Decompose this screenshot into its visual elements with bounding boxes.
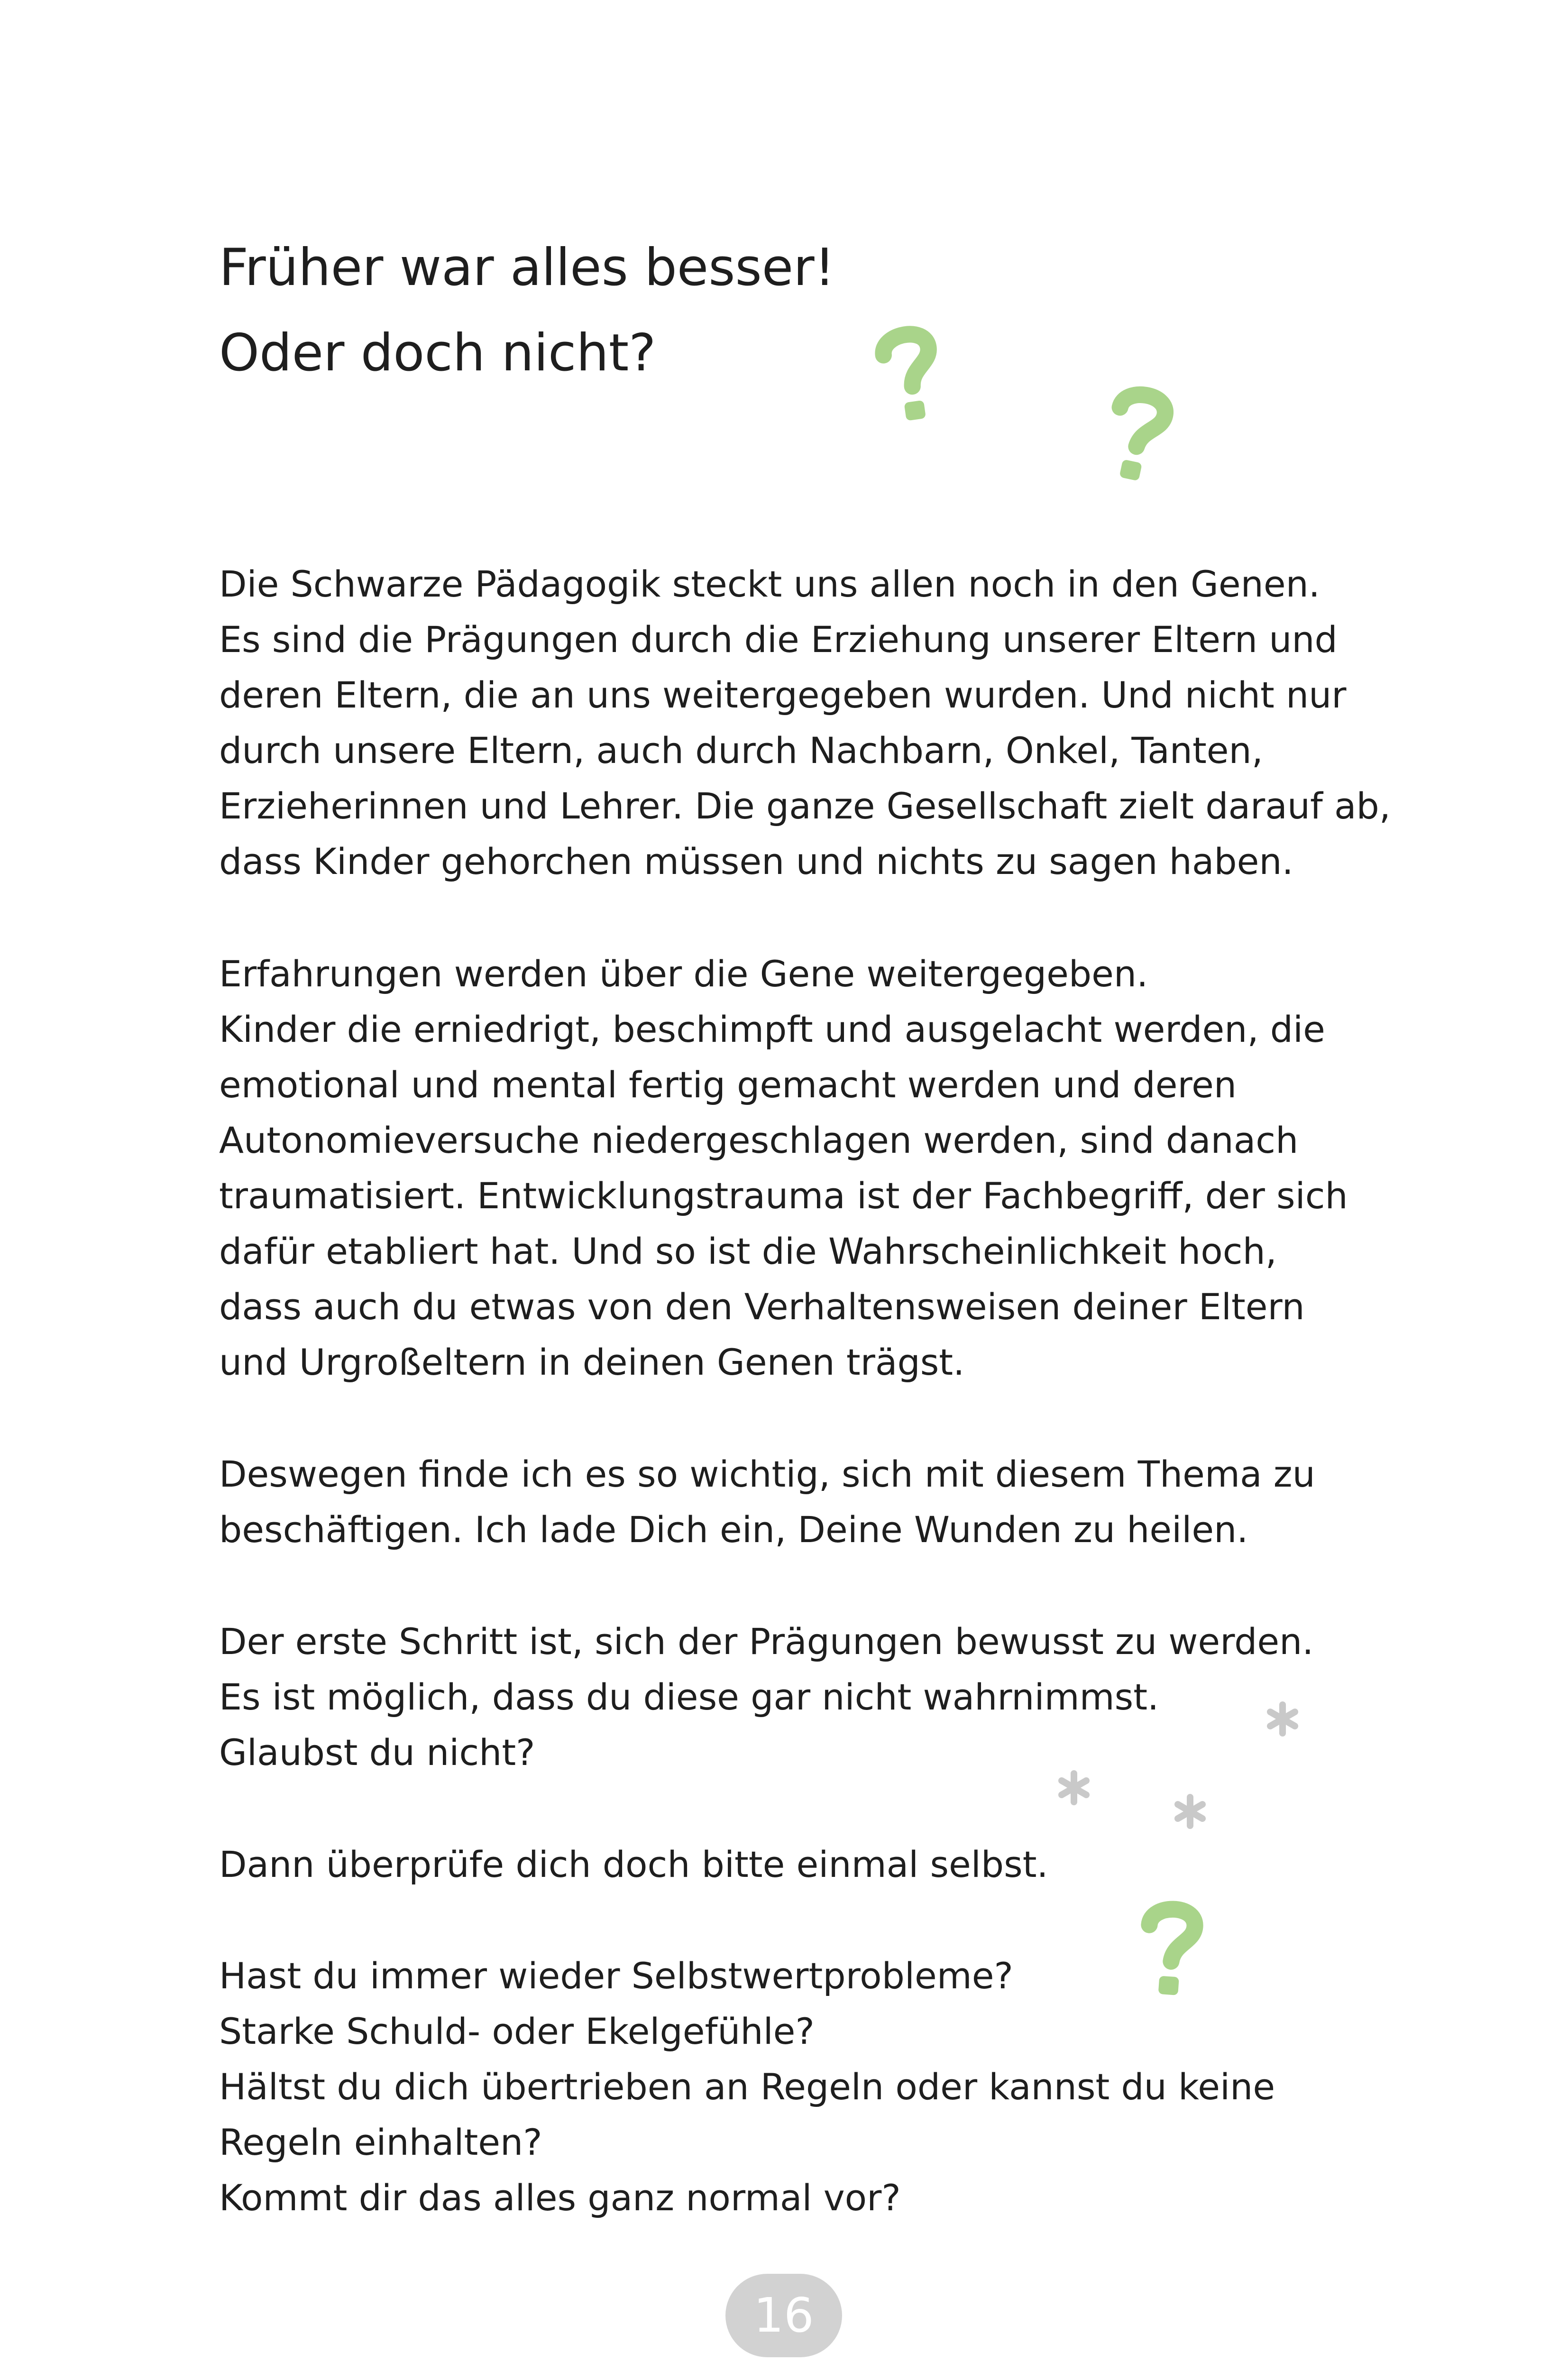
- paragraph-3: [219, 1446, 1404, 1557]
- text-line: Es ist möglich, dass du diese gar nicht wahrnimmst.: [219, 1676, 1159, 1718]
- text-line: dass auch du etwas von den Verhaltensweisen deiner Eltern: [219, 1286, 1305, 1328]
- asterisk-icon: [1171, 1792, 1209, 1830]
- question-mark-icon: [1098, 379, 1174, 493]
- text-line: Autonomieversuche niedergeschlagen werden, sind danach: [219, 1119, 1299, 1161]
- text-line: traumatisiert. Entwicklungstrauma ist der Fachbegriff, der sich: [219, 1175, 1348, 1217]
- text-line: Glaubst du nicht?: [219, 1731, 535, 1774]
- text-line: emotional und mental fertig gemacht werden und deren: [219, 1064, 1237, 1106]
- page-number-badge: 16: [725, 2274, 842, 2357]
- asterisk-icon: [1055, 1769, 1093, 1807]
- question-mark-icon: [870, 320, 946, 434]
- text-line: und Urgroßeltern in deinen Genen trägst.: [219, 1341, 965, 1383]
- text-line: dass Kinder gehorchen müssen und nichts zu sagen haben.: [219, 840, 1293, 882]
- paragraph-6: [219, 1948, 1404, 2225]
- text-line: Dann überprüfe dich doch bitte einmal selbst.: [219, 1843, 1048, 1885]
- text-line: Hältst du dich übertrieben an Regeln oder kannst du keine: [219, 2066, 1275, 2108]
- paragraph-4: [219, 1614, 1404, 1780]
- text-line: beschäftigen. Ich lade Dich ein, Deine Wunden zu heilen.: [219, 1508, 1248, 1551]
- text-line: Deswegen finde ich es so wichtig, sich mit diesem Thema zu: [219, 1453, 1315, 1495]
- text-line: Starke Schuld- oder Ekelgefühle?: [219, 2010, 815, 2052]
- text-line: Es sind die Prägungen durch die Erziehung unserer Eltern und: [219, 618, 1338, 661]
- text-line: Erfahrungen werden über die Gene weitergegeben.: [219, 953, 1148, 995]
- text-line: Hast du immer wieder Selbstwertprobleme?: [219, 1955, 1013, 1997]
- paragraph-5: [219, 1837, 1404, 1892]
- text-line: Die Schwarze Pädagogik steckt uns allen noch in den Genen.: [219, 563, 1320, 605]
- text-line: Kinder die erniedrigt, beschimpft und ausgelacht werden, die: [219, 1008, 1325, 1050]
- text-line: Der erste Schritt ist, sich der Prägungen bewusst zu werden.: [219, 1620, 1314, 1663]
- paragraph-2: [219, 946, 1404, 1390]
- text-line: Kommt dir das alles ganz normal vor?: [219, 2177, 901, 2219]
- page-title-line-2: Oder doch nicht?: [219, 323, 656, 383]
- page-title-line-1: Früher war alles besser!: [219, 238, 835, 297]
- question-mark-icon: [1131, 1894, 1207, 2008]
- text-line: Erzieherinnen und Lehrer. Die ganze Gesellschaft zielt darauf ab,: [219, 785, 1391, 827]
- asterisk-icon: [1264, 1700, 1302, 1738]
- text-line: dafür etabliert hat. Und so ist die Wahrscheinlichkeit hoch,: [219, 1230, 1277, 1272]
- text-line: deren Eltern, die an uns weitergegeben wurden. Und nicht nur: [219, 674, 1347, 716]
- paragraph-1: [219, 556, 1404, 889]
- text-line: Regeln einhalten?: [219, 2121, 542, 2163]
- text-line: durch unsere Eltern, auch durch Nachbarn, Onkel, Tanten,: [219, 729, 1263, 772]
